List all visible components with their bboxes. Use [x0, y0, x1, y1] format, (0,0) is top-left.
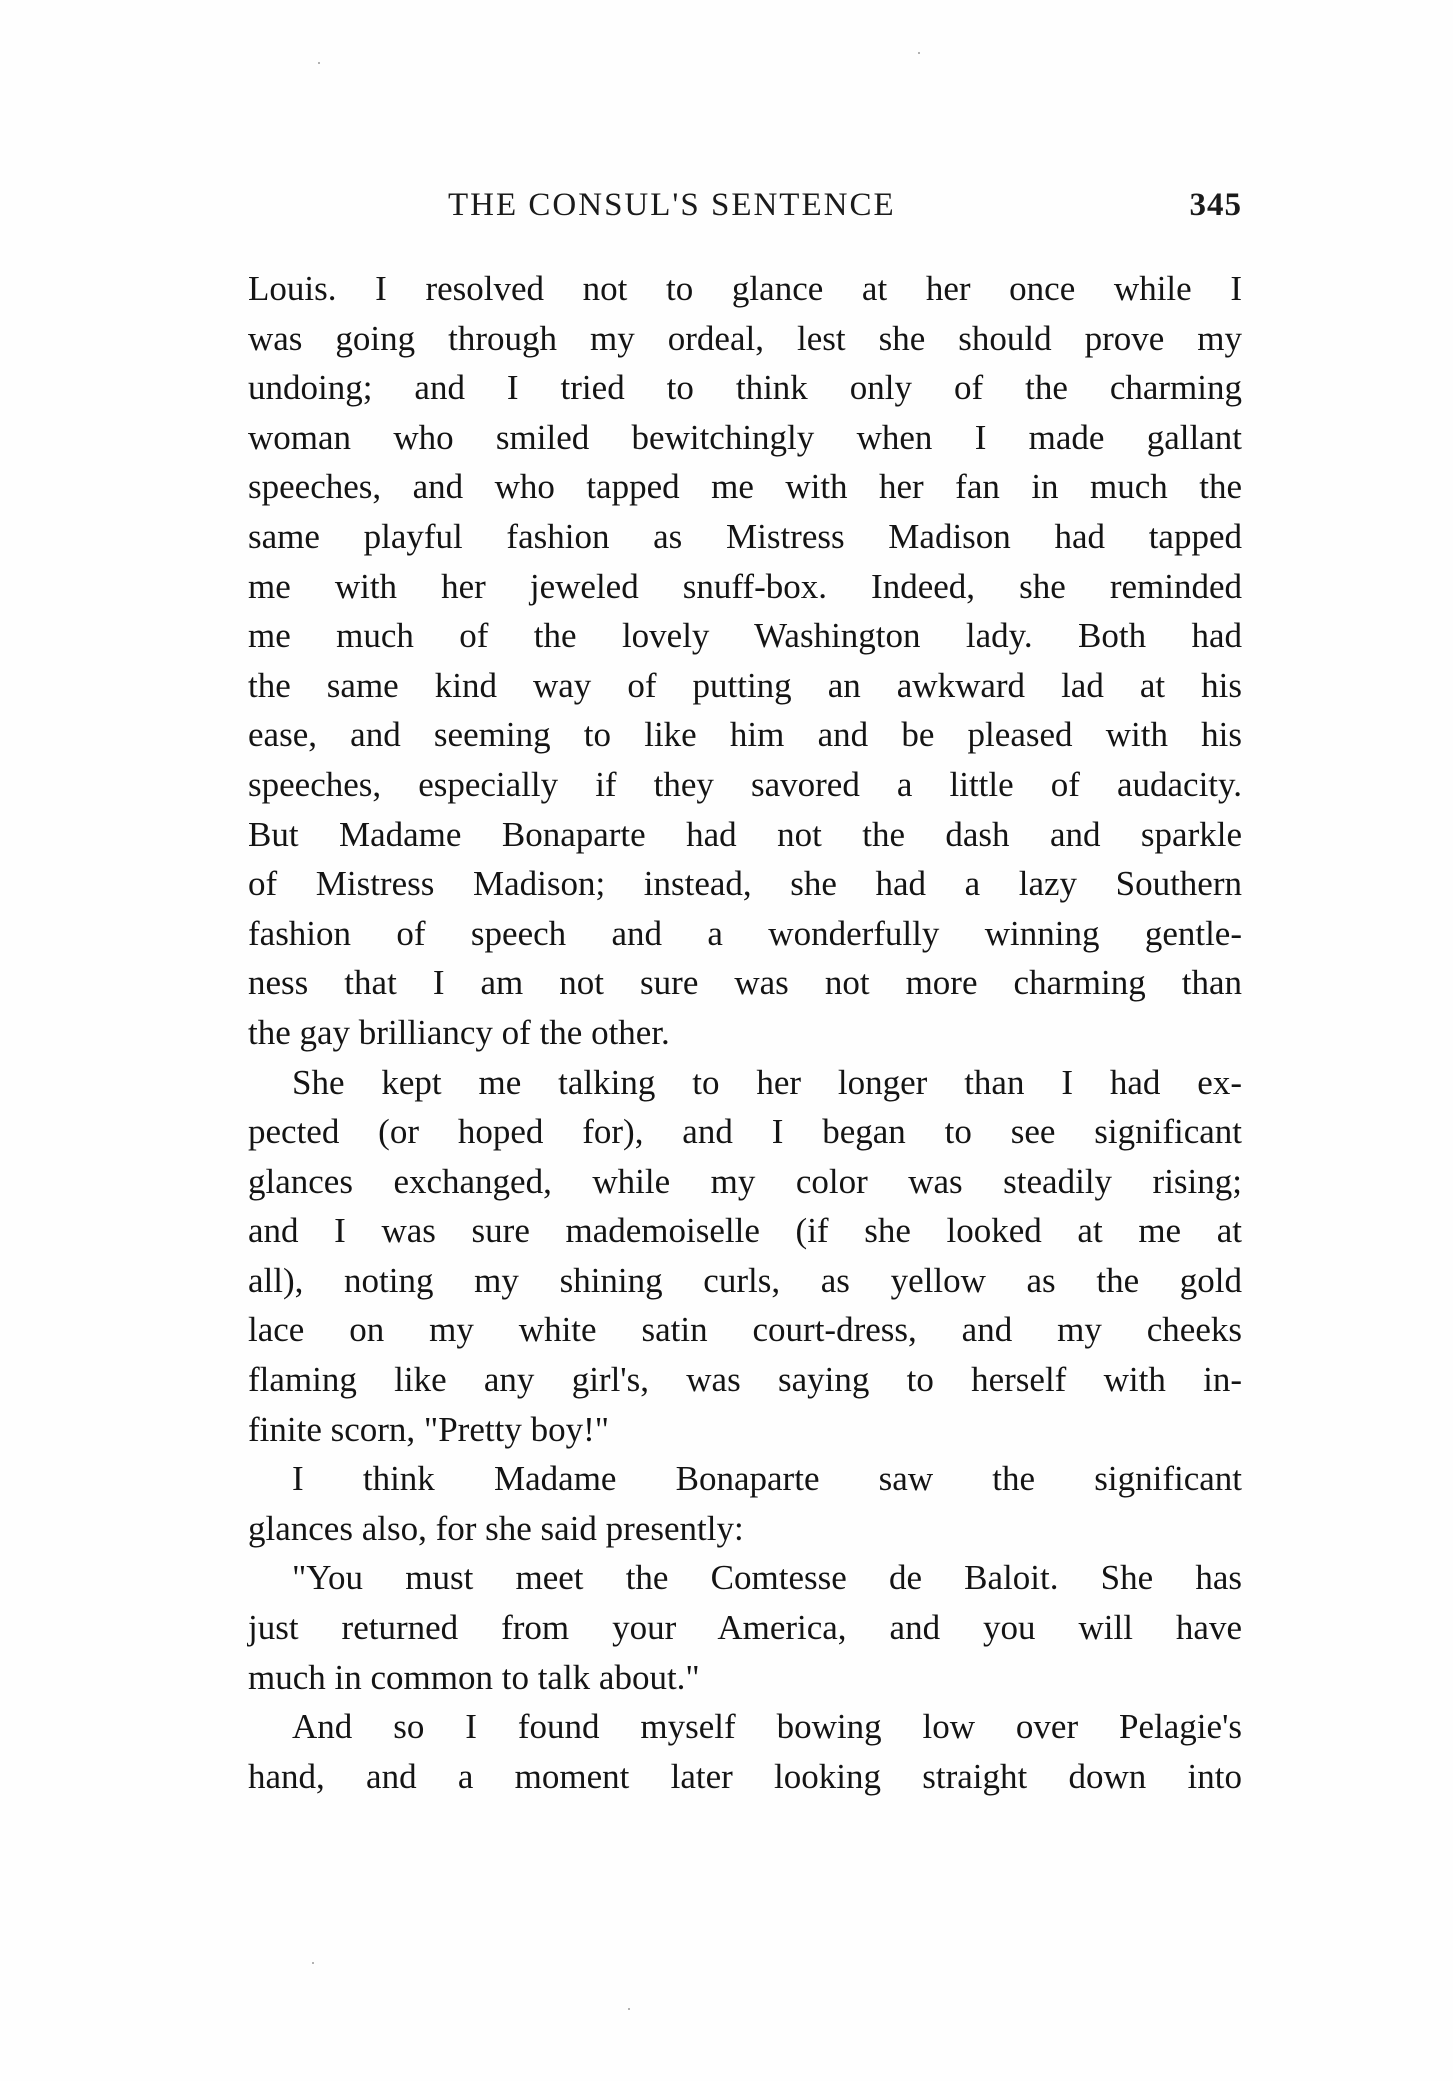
paragraph [248, 264, 1242, 1058]
paper-speck [628, 2008, 630, 2010]
text-line: woman who smiled bewitchingly when I made gallant [248, 417, 1242, 457]
paragraph [248, 1058, 1242, 1455]
text-line: glances exchanged, while my color was steadily rising; [248, 1161, 1242, 1201]
text-line: undoing; and I tried to think only of the charming [248, 368, 1242, 408]
text-line: the gay brilliancy of the other. [248, 1012, 670, 1052]
text-line: and I was sure mademoiselle (if she looked at me at [248, 1211, 1242, 1251]
text-line: lace on my white satin court-dress, and my cheeks [248, 1310, 1242, 1350]
paper-speck [318, 62, 320, 64]
text-line: much in common to talk about." [248, 1657, 700, 1697]
page-header [248, 187, 1242, 237]
text-line: was going through my ordeal, lest she should prove my [248, 318, 1242, 358]
paragraph [248, 1553, 1242, 1702]
text-line: She kept me talking to her longer than I had ex- [292, 1062, 1242, 1102]
text-line: "You must meet the Comtesse de Baloit. She has [292, 1558, 1242, 1598]
paper-speck [312, 1962, 314, 1964]
text-line: pected (or hoped for), and I began to see significant [248, 1112, 1242, 1152]
body-text [248, 264, 1242, 1801]
text-line: just returned from your America, and you will have [248, 1608, 1242, 1648]
text-line: ease, and seeming to like him and be pleased with his [248, 715, 1242, 755]
text-line: finite scorn, "Pretty boy!" [248, 1409, 610, 1449]
text-line: But Madame Bonaparte had not the dash and sparkle [248, 814, 1242, 854]
text-line: I think Madame Bonaparte saw the significant [292, 1459, 1242, 1499]
text-line: ness that I am not sure was not more charming than [248, 963, 1242, 1003]
text-line: speeches, and who tapped me with her fan in much the [248, 467, 1242, 507]
text-line: glances also, for she said presently: [248, 1508, 744, 1548]
text-line: hand, and a moment later looking straight down into [248, 1756, 1242, 1796]
text-line: fashion of speech and a wonderfully winning gentle- [248, 913, 1242, 953]
text-line: me much of the lovely Washington lady. Both had [248, 616, 1242, 656]
text-line: all), noting my shining curls, as yellow as the gold [248, 1260, 1242, 1300]
text-line: And so I found myself bowing low over Pelagie's [292, 1707, 1242, 1747]
text-line: the same kind way of putting an awkward lad at his [248, 665, 1242, 705]
text-line: of Mistress Madison; instead, she had a lazy Southern [248, 864, 1242, 904]
paragraph [248, 1702, 1242, 1801]
page-number: 345 [1189, 187, 1242, 223]
text-line: Louis. I resolved not to glance at her once while I [248, 269, 1242, 308]
text-line: flaming like any girl's, was saying to herself with in- [248, 1360, 1242, 1400]
paragraph [248, 1454, 1242, 1553]
text-line: same playful fashion as Mistress Madison had tapped [248, 516, 1242, 556]
text-line: me with her jeweled snuff-box. Indeed, she reminded [248, 566, 1242, 606]
paper-speck [918, 52, 920, 54]
text-line: speeches, especially if they savored a little of audacity. [248, 764, 1242, 804]
running-head: THE CONSUL'S SENTENCE [448, 187, 896, 223]
